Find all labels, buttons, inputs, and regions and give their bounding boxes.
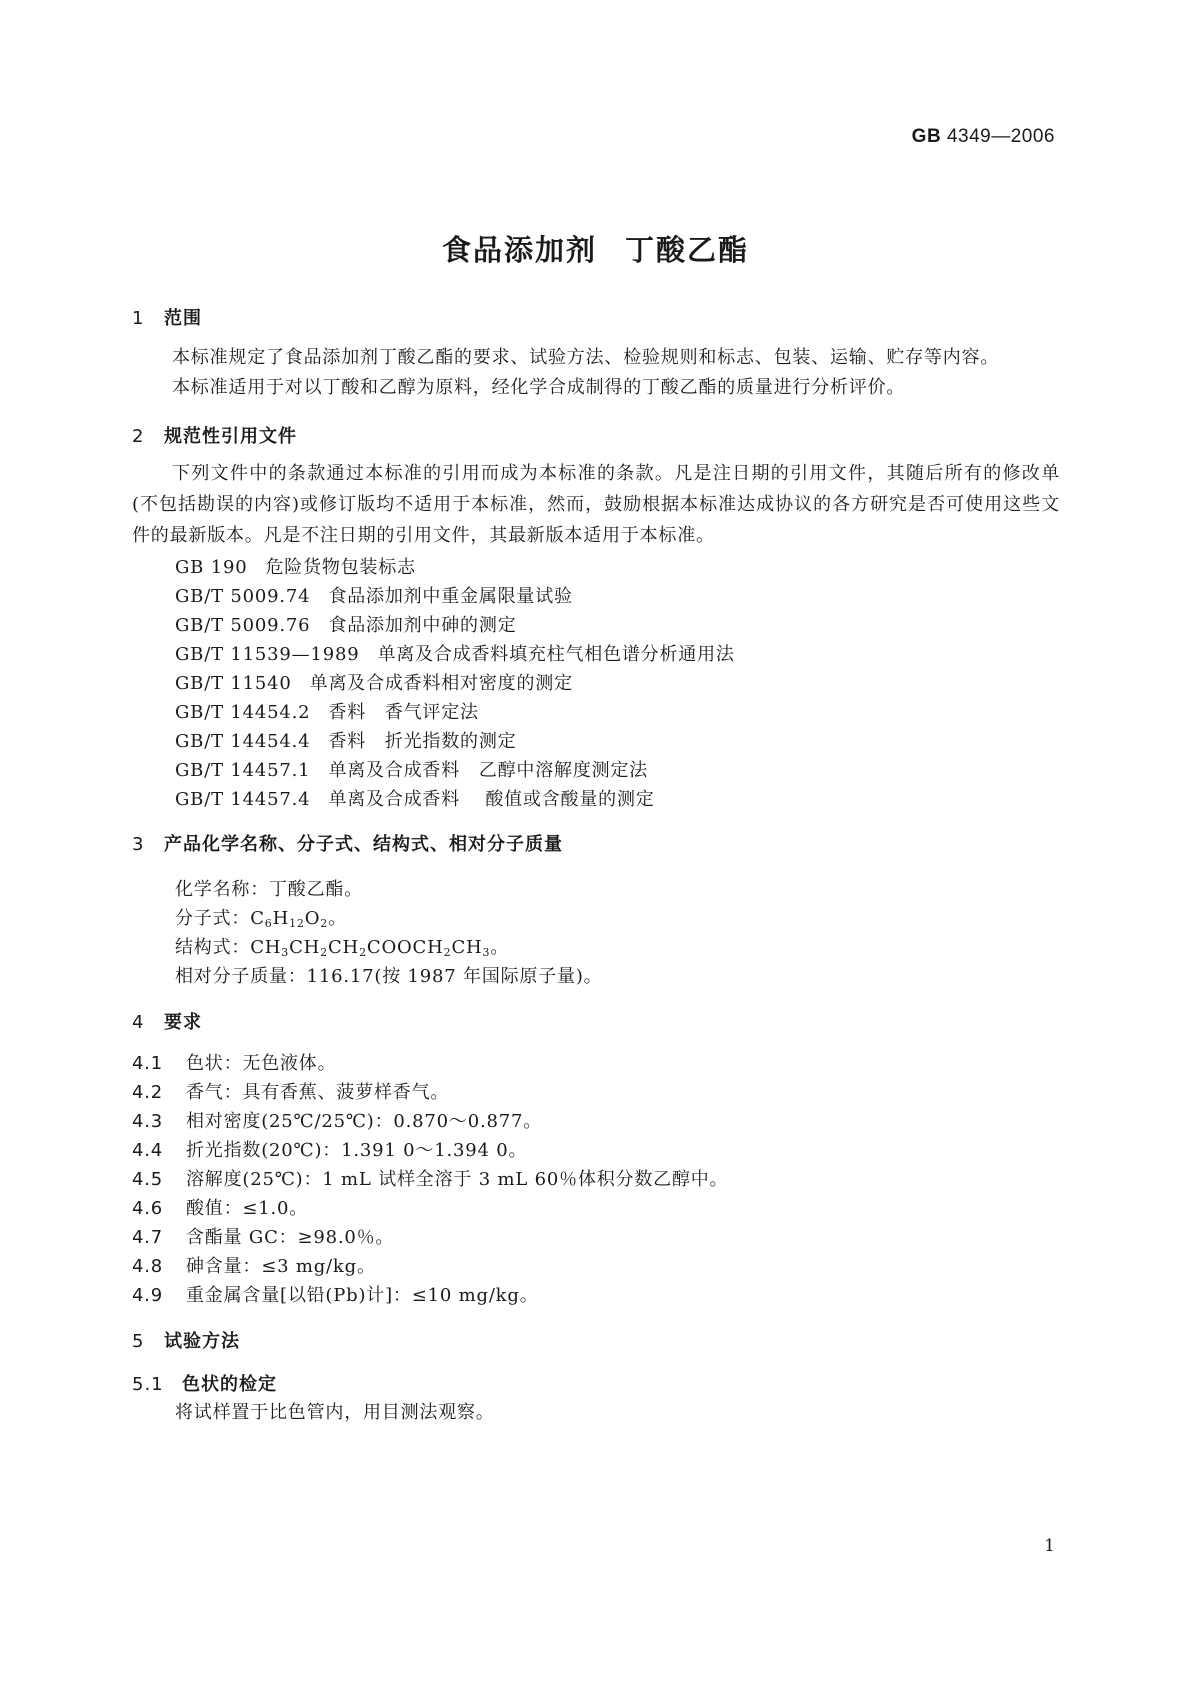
section-3-heading — [132, 830, 563, 856]
requirement-item: 4.3 相对密度(25℃/25℃)：0.870～0.877。 — [132, 1111, 543, 1132]
reference-item: GB/T 5009.74 食品添加剂中重金属限量试验 — [175, 586, 573, 607]
reference-item: GB 190 危险货物包装标志 — [175, 557, 416, 578]
title-part-1: 食品添加剂 — [441, 233, 597, 267]
subsection-5-1-heading — [132, 1370, 277, 1396]
section-number: 4 — [132, 1012, 145, 1033]
standard-prefix: GB — [911, 126, 942, 147]
section-1-paragraph-1: 本标准规定了食品添加剂丁酸乙酯的要求、试验方法、检验规则和标志、包装、运输、贮存等内容。 — [172, 347, 1000, 368]
section-number: 1 — [132, 308, 145, 329]
reference-item: GB/T 11540 单离及合成香料相对密度的测定 — [175, 673, 573, 694]
chemical-name: 化学名称：丁酸乙酯。 — [175, 879, 363, 900]
section-1-paragraph-2: 本标准适用于对以丁酸和乙醇为原料，经化学合成制得的丁酸乙酯的质量进行分析评价。 — [172, 377, 906, 398]
subsection-5-1-text: 将试样置于比色管内，用目测法观察。 — [175, 1402, 495, 1423]
section-5-heading — [132, 1327, 240, 1353]
section-number: 5 — [132, 1331, 145, 1352]
title-part-2: 丁酸乙酯 — [625, 233, 750, 267]
section-title: 产品化学名称、分子式、结构式、相对分子质量 — [164, 834, 563, 855]
reference-item: GB/T 14457.4 单离及合成香料 酸值或含酸量的测定 — [175, 789, 655, 810]
section-title: 范围 — [164, 308, 202, 329]
standard-code — [912, 126, 1055, 148]
molecular-mass: 相对分子质量：116.17(按 1987 年国际原子量)。 — [175, 966, 603, 987]
requirement-item: 4.8 砷含量：≤3 mg/kg。 — [132, 1256, 376, 1277]
section-number: 3 — [132, 834, 145, 855]
requirement-item: 4.4 折光指数(20℃)：1.391 0～1.394 0。 — [132, 1140, 528, 1161]
section-2-intro: 下列文件中的条款通过本标准的引用而成为本标准的条款。凡是注日期的引用文件，其随后所有的修改单(不包括勘误的内容)或修订版均不适用于本标准，然而，鼓励根据本标准达成协议的各方研究是否可使用这些文件的最新版本。凡是不注日期的引用文件，其最新版本适用于本标准。 — [132, 463, 1060, 546]
section-title: 规范性引用文件 — [164, 426, 297, 447]
subsection-title: 色状的检定 — [182, 1374, 277, 1395]
reference-item: GB/T 14457.1 单离及合成香料 乙醇中溶解度测定法 — [175, 760, 649, 781]
reference-item: GB/T 11539—1989 单离及合成香料填充柱气相色谱分析通用法 — [175, 644, 735, 665]
requirement-item: 4.7 含酯量 GC：≥98.0％。 — [132, 1227, 395, 1248]
reference-item: GB/T 14454.4 香料 折光指数的测定 — [175, 731, 517, 752]
section-title: 要求 — [164, 1012, 202, 1033]
requirement-item: 4.6 酸值：≤1.0。 — [132, 1198, 309, 1219]
section-2-heading — [132, 422, 297, 448]
section-1-heading — [132, 304, 202, 330]
document-title — [0, 228, 1191, 269]
requirement-item: 4.1 色状：无色液体。 — [132, 1053, 337, 1074]
reference-item: GB/T 5009.76 食品添加剂中砷的测定 — [175, 615, 517, 636]
page-number: 1 — [1044, 1536, 1055, 1556]
reference-item: GB/T 14454.2 香料 香气评定法 — [175, 702, 479, 723]
subsection-number: 5.1 — [132, 1374, 164, 1395]
molecular-formula: 分子式：$C_6H_{12}O_2$。 — [175, 908, 347, 930]
requirement-item: 4.5 溶解度(25℃)：1 mL 试样全溶于 3 mL 60％体积分数乙醇中。 — [132, 1169, 729, 1190]
requirement-item: 4.2 香气：具有香蕉、菠萝样香气。 — [132, 1082, 450, 1103]
structural-formula: 结构式：$CH_3CH_2CH_2COOCH_2CH_3$。 — [175, 937, 510, 959]
section-4-heading — [132, 1008, 202, 1034]
section-title: 试验方法 — [164, 1331, 240, 1352]
requirement-item: 4.9 重金属含量[以铅(Pb)计]：≤10 mg/kg。 — [132, 1285, 539, 1306]
section-number: 2 — [132, 426, 145, 447]
standard-number: 4349—2006 — [941, 126, 1055, 147]
